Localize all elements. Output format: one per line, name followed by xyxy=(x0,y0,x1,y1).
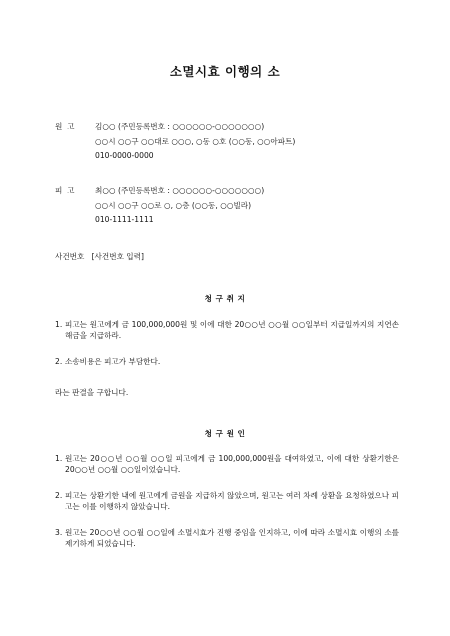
item-number: 2. xyxy=(55,491,63,500)
plaintiff-address: ○○시 ○○구 ○○대로 ○○○, ○동 ○호 (○○동, ○○아파트) xyxy=(95,136,296,146)
item-number: 3. xyxy=(55,528,63,537)
plaintiff-label: 원 고 xyxy=(55,122,75,131)
item-number: 1. xyxy=(55,320,63,329)
defendant-phone: 010-1111-1111 xyxy=(95,215,154,224)
case-number-label: 사건번호 xyxy=(55,252,85,261)
case-number-value: [사건번호 입력] xyxy=(91,252,144,261)
item-text: 소송비용은 피고가 부담한다. xyxy=(65,357,161,366)
claim-cause-heading: 청 구 원 인 xyxy=(204,429,246,438)
document-title: 소멸시효 이행의 소 xyxy=(169,64,281,79)
plaintiff-phone: 010-0000-0000 xyxy=(95,151,154,160)
item-number: 2. xyxy=(55,357,63,366)
claim-purpose-heading: 청 구 취 지 xyxy=(204,294,246,303)
list-item xyxy=(55,319,399,341)
plaintiff-name: 김○○ (주민등록번호 : ○○○○○○-○○○○○○○) xyxy=(95,122,265,131)
item-text: 원고는 20○○년 ○○월 ○○일 피고에게 금 100,000,000원을 대여하였고, 이에 대한 상환기한은 20○○년 ○○월 ○○일이었습니다. xyxy=(65,454,399,474)
claim-cause-list xyxy=(55,453,399,549)
case-number xyxy=(55,251,144,262)
list-item xyxy=(55,356,399,367)
list-item xyxy=(55,453,399,475)
defendant-label: 피 고 xyxy=(55,186,75,195)
item-text: 피고는 상환기한 내에 원고에게 금원을 지급하지 않았으며, 원고는 여러 차례 상환을 요청하였으나 피고는 이를 이행하지 않았습니다. xyxy=(65,491,399,511)
item-number: 1. xyxy=(55,454,63,463)
item-text: 피고는 원고에게 금 100,000,000원 및 이에 대한 20○○년 ○○월 ○○일부터 지급일까지의 지연손해금을 지급하라. xyxy=(65,320,399,340)
defendant-address: ○○시 ○○구 ○○로 ○, ○층 (○○동, ○○빌라) xyxy=(95,200,252,210)
list-item xyxy=(55,527,399,549)
claim-closing: 라는 판결을 구합니다. xyxy=(55,388,129,397)
item-text: 원고는 20○○년 ○○월 ○○일에 소멸시효가 진행 중임을 인지하고, 이에 따라 소멸시효 이행의 소를 제기하게 되었습니다. xyxy=(65,528,399,548)
defendant-name: 최○○ (주민등록번호 : ○○○○○○-○○○○○○○) xyxy=(95,186,265,195)
claim-purpose-list xyxy=(55,319,399,367)
list-item xyxy=(55,490,399,512)
